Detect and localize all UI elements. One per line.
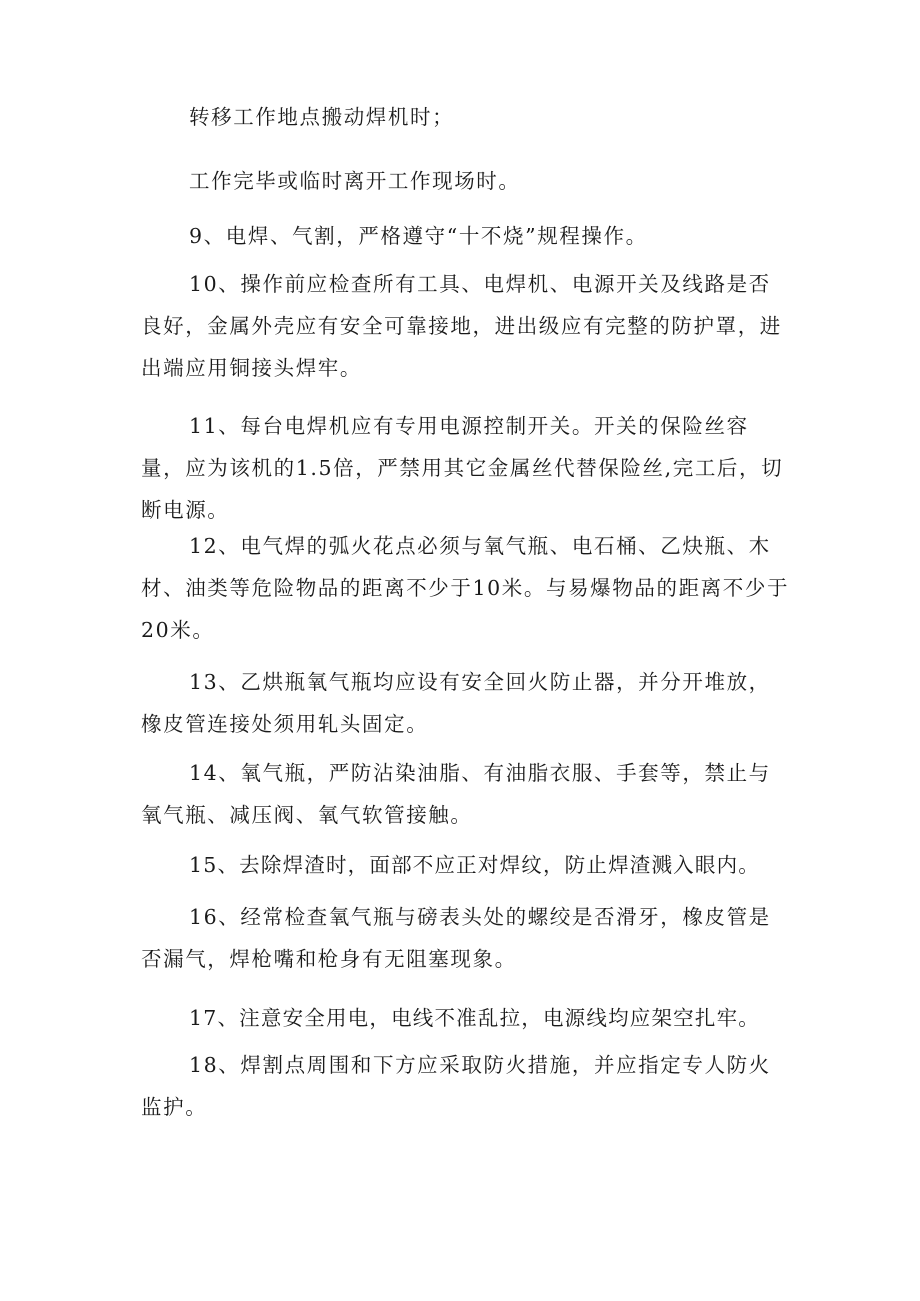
paragraph-item-12: 12、电气焊的弧火花点必须与氧气瓶、电石桶、乙炔瓶、木材、油类等危险物品的距离不少于10米。与易爆物品的距离不少于20米。	[141, 534, 790, 642]
paragraph-item-10: 10、操作前应检查所有工具、电焊机、电源开关及线路是否良好，金属外壳应有安全可靠接地，进出级应有完整的防护罩，进出端应用铜接头焊牢。	[141, 272, 782, 380]
paragraph-item-11: 11、每台电焊机应有专用电源控制开关。开关的保险丝容量，应为该机的1.5倍，严禁用其它金属丝代替保险丝,完工后，切断电源。	[141, 414, 784, 522]
paragraph-item-17: 17、注意安全用电，电线不准乱拉，电源线均应架空扎牢。	[189, 1006, 760, 1030]
paragraph-item-15: 15、去除焊渣时，面部不应正对焊纹，防止焊渣溅入眼内。	[189, 853, 760, 877]
paragraph-item-9: 9、电焊、气割，严格遵守“十不烧”规程操作。	[189, 224, 648, 248]
paragraph-item-16: 16、经常检查氧气瓶与磅表头处的螺绞是否滑牙，橡皮管是否漏气，焊枪嘴和枪身有无阻塞现象。	[141, 905, 771, 971]
paragraph-item-14: 14、氧气瓶，严防沾染油脂、有油脂衣服、手套等，禁止与氧气瓶、减压阀、氧气软管接触。	[141, 761, 771, 827]
paragraph-move-welder: 转移工作地点搬动焊机时；	[189, 105, 455, 129]
paragraph-item-18: 18、焊割点周围和下方应采取防火措施，并应指定专人防火监护。	[141, 1053, 771, 1119]
paragraph-work-complete: 工作完毕或临时离开工作现场时。	[189, 169, 521, 193]
paragraph-item-13: 13、乙烘瓶氧气瓶均应设有安全回火防止器，并分开堆放，橡皮管连接处须用轧头固定。	[141, 670, 771, 736]
